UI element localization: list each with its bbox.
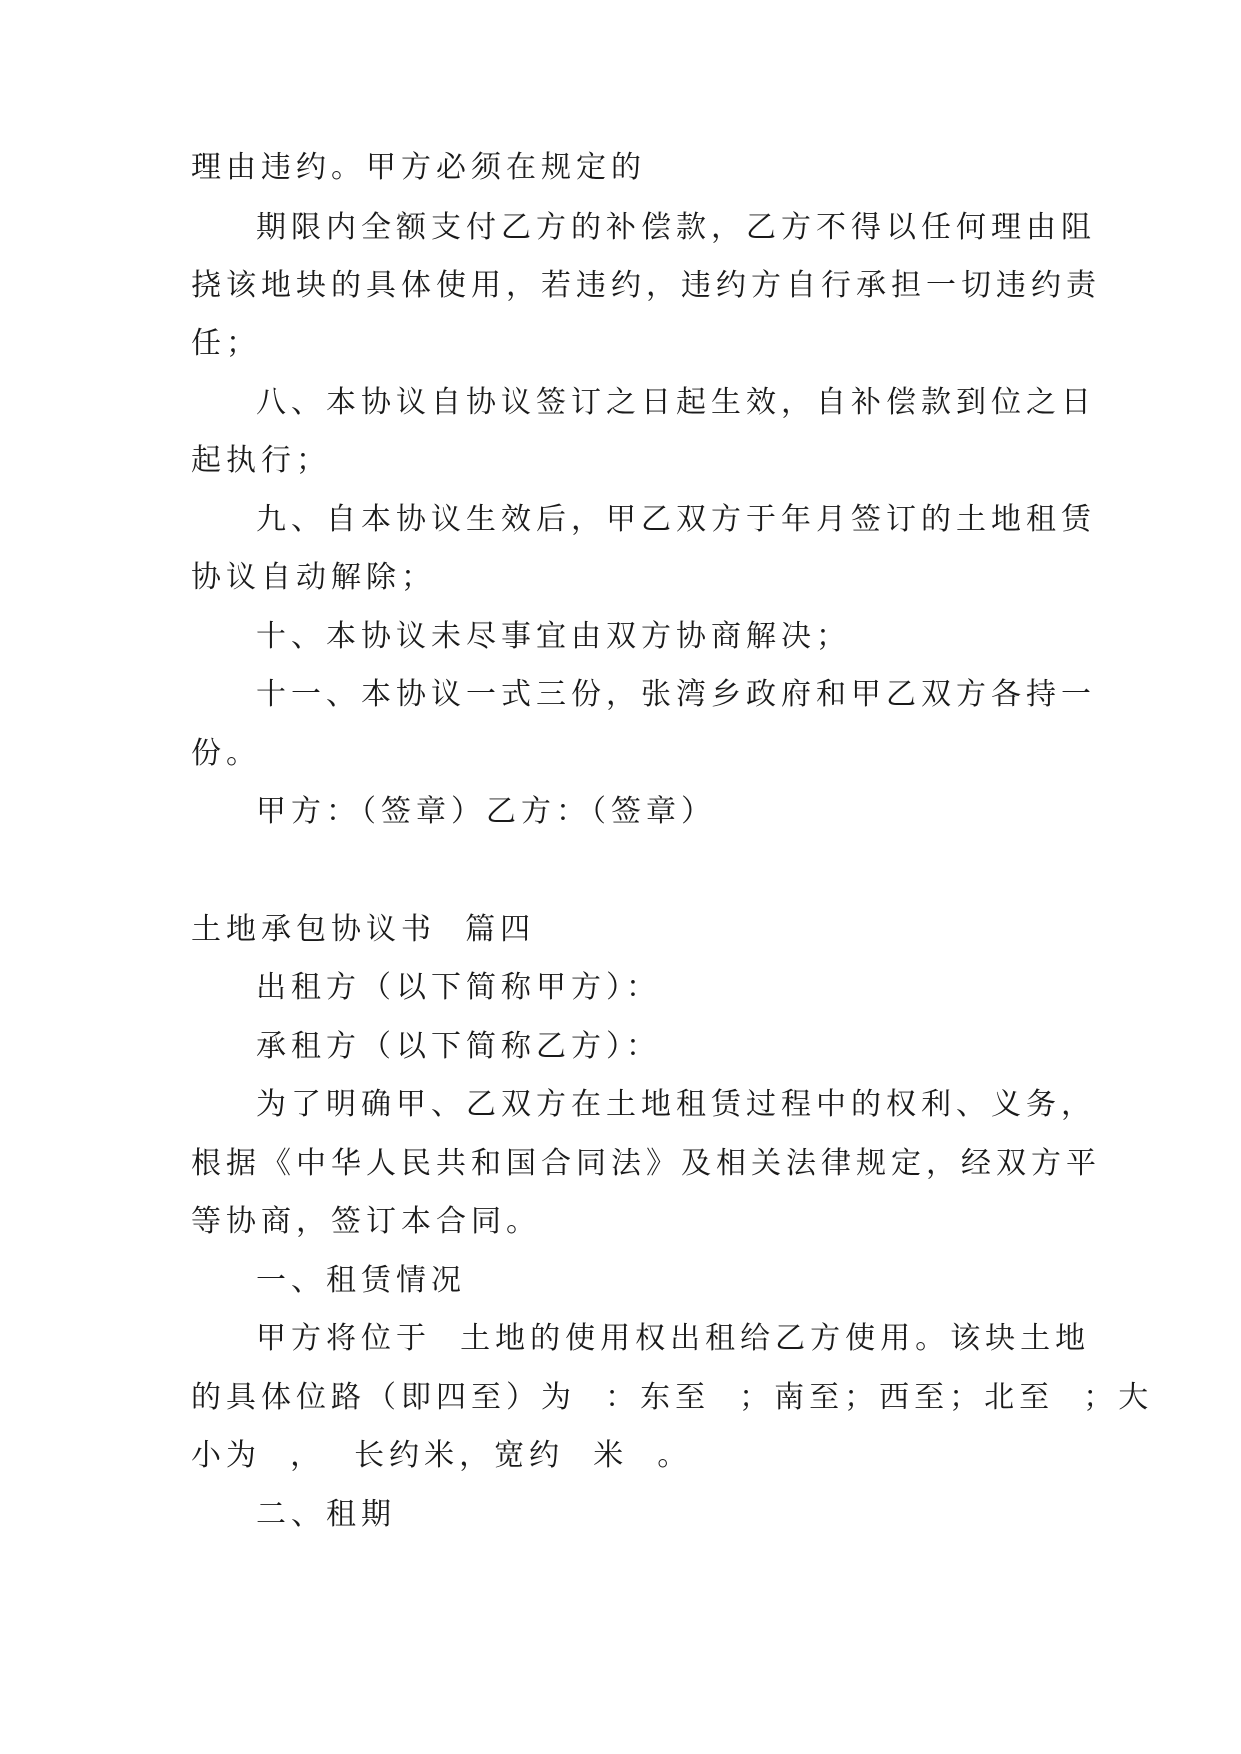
text-line: 任； — [191, 326, 261, 361]
text-line: 理由违约。甲方必须在规定的 — [191, 150, 646, 185]
section-title: 土地承包协议书 篇四 — [191, 912, 536, 947]
signature-line: 甲方：（签章）乙方：（签章） — [256, 794, 716, 829]
subheading: 二、租期 — [256, 1497, 396, 1532]
text-line: 起执行； — [191, 443, 331, 478]
text-line: 协议自动解除； — [191, 560, 436, 595]
text-line: 为了明确甲、乙双方在土地租赁过程中的权利、义务， — [256, 1087, 1096, 1122]
text-line: 挠该地块的具体使用，若违约，违约方自行承担一切违约责 — [191, 268, 1101, 303]
text-line: 甲方将位于 土地的使用权出租给乙方使用。该块土地 — [256, 1321, 1091, 1356]
text-line: 等协商，签订本合同。 — [191, 1204, 541, 1239]
text-line: 期限内全额支付乙方的补偿款，乙方不得以任何理由阻 — [256, 210, 1096, 245]
text-line: 根据《中华人民共和国合同法》及相关法律规定，经双方平 — [191, 1146, 1101, 1181]
text-line: 份。 — [191, 736, 261, 771]
text-line: 小为 ， 长约米，宽约 米 。 — [191, 1438, 693, 1473]
text-line: 十、本协议未尽事宜由双方协商解决； — [256, 619, 851, 654]
text-line: 出租方（以下简称甲方）： — [256, 970, 661, 1005]
text-line: 八、本协议自协议签订之日起生效，自补偿款到位之日 — [256, 385, 1096, 420]
text-line: 的具体位路（即四至）为 ：东至 ；南至；西至；北至 ；大 — [191, 1380, 1154, 1415]
text-line: 承租方（以下简称乙方）： — [256, 1029, 661, 1064]
subheading: 一、租赁情况 — [256, 1263, 466, 1298]
text-line: 九、自本协议生效后，甲乙双方于年月签订的土地租赁 — [256, 502, 1096, 537]
text-line: 十一、本协议一式三份，张湾乡政府和甲乙双方各持一 — [256, 677, 1096, 712]
